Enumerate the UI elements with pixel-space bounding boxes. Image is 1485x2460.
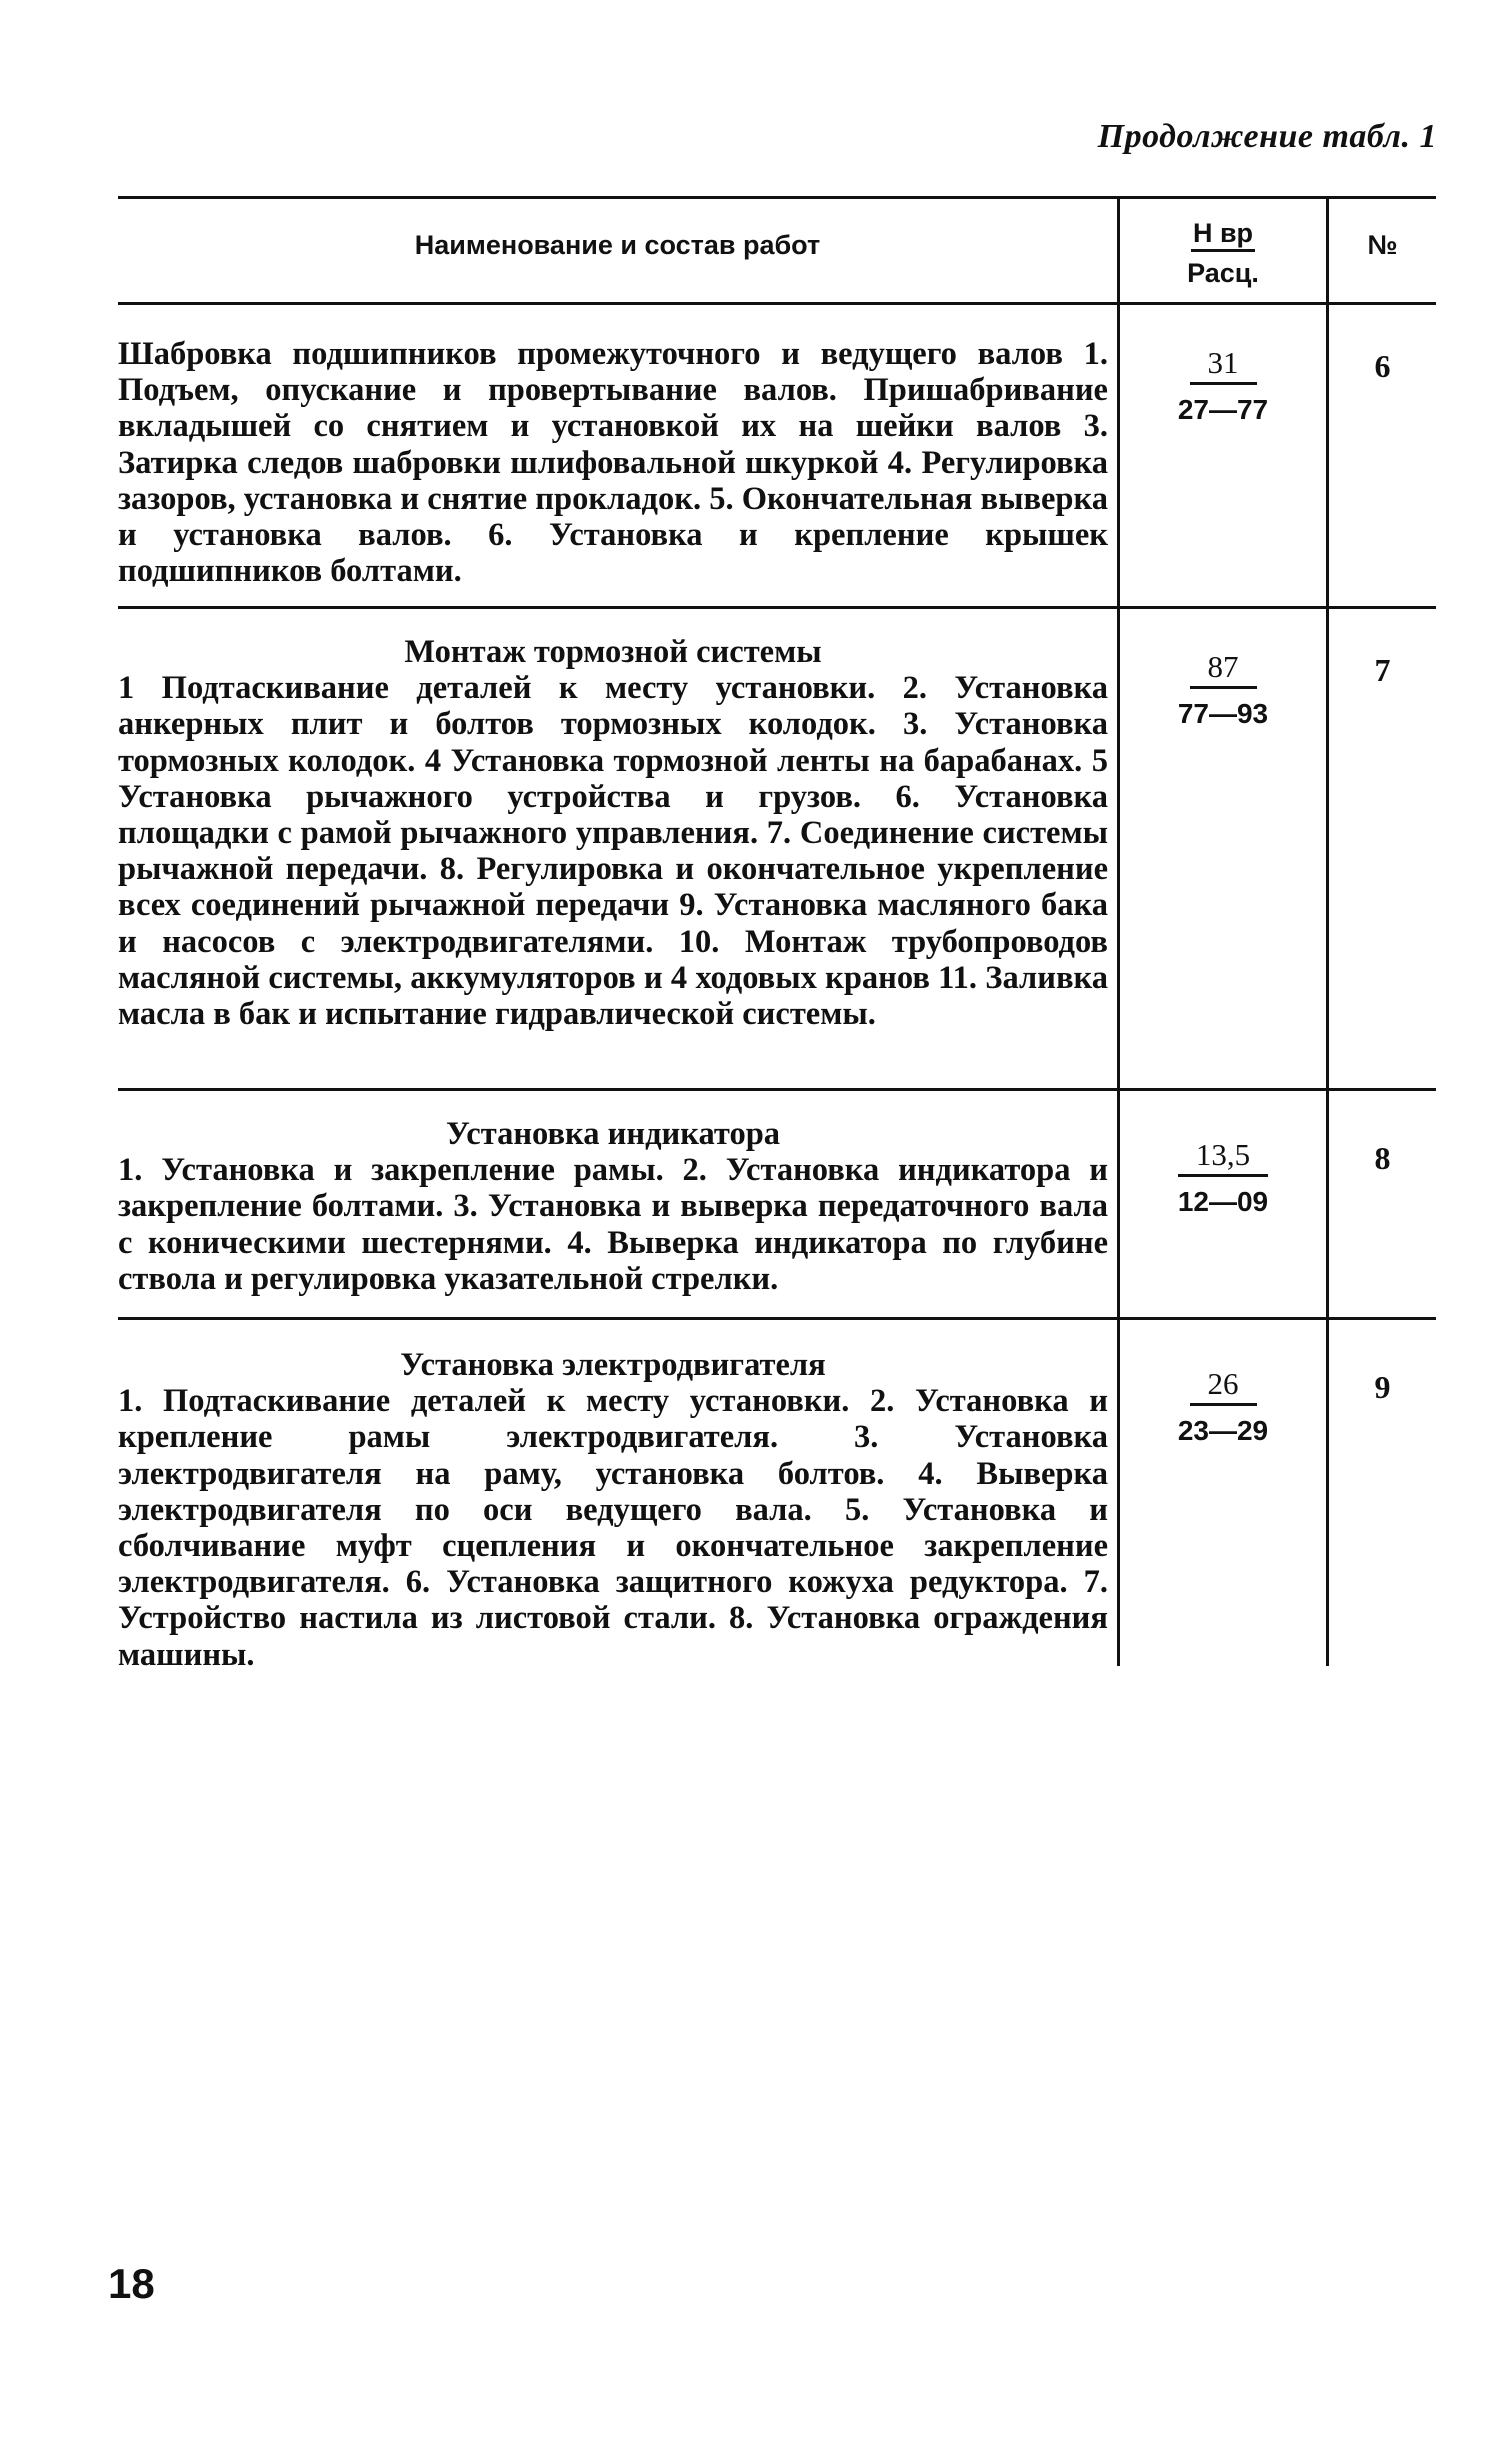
header-norm <box>1120 218 1326 288</box>
norm-rate: 77—93 <box>1177 698 1269 729</box>
norm-cell <box>1120 346 1326 427</box>
row-separator <box>118 606 1436 609</box>
work-description <box>118 1116 1108 1297</box>
work-description <box>118 1347 1108 1673</box>
norm-cell <box>1120 1138 1326 1219</box>
work-description <box>118 634 1108 1032</box>
row-number: 6 <box>1374 348 1391 384</box>
work-text: 1. Подтаскивание деталей к месту установки. 2. Установка и крепление рамы электродвигателя. 3. Установка электродвигателя на раму, установка болтов. 4. Выверка электродвигателя по оси ведущего вала. 5. Установка и сболчивание муфт сцепления и окончательное закрепление электродвигателя. 6. Установка защитного кожуха редуктора. 7. Устройство настила из листовой стали. 8. Установка ограждения машины. <box>118 1383 1108 1673</box>
norm-rate: 23—29 <box>1177 1415 1269 1446</box>
work-description <box>118 336 1108 589</box>
row-separator <box>118 1088 1436 1091</box>
header-norm-time: Н вр <box>1191 218 1255 252</box>
row-separator <box>118 1317 1436 1320</box>
norm-cell <box>1120 1367 1326 1448</box>
work-title: Установка электродвигателя <box>400 1347 826 1383</box>
row-number: 8 <box>1374 1140 1391 1176</box>
norm-rate: 27—77 <box>1177 394 1269 425</box>
work-text: 1. Установка и закрепление рамы. 2. Установка индикатора и закрепление болтами. 3. Установка и выверка передаточного вала с коническими шестернями. 4. Выверка индикатора по глубине ствола и регулировка указательной стрелки. <box>118 1152 1108 1297</box>
table-top-rule <box>118 196 1436 199</box>
work-text: Шабровка подшипников промежуточного и ведущего валов 1. Подъем, опускание и провертывание валов. Пришабривание вкладышей со снятием и установкой их на шейки валов 3. Затирка следов шабровки шлифовальной шкуркой 4. Регулировка зазоров, установка и снятие прокладок. 5. Окончательная выверка и установка валов. 6. Установка и крепление крышек подшипников болтами. <box>118 336 1108 590</box>
norm-time: 26 <box>1190 1367 1257 1406</box>
work-title: Установка индикатора <box>445 1116 781 1152</box>
work-title: Монтаж тормозной системы <box>404 634 822 670</box>
header-work-name: Наименование и состав работ <box>414 230 821 260</box>
work-text: 1 Подтаскивание деталей к месту установки. 2. Установка анкерных плит и болтов тормозных колодок. 3. Установка тормозных колодок. 4 Установка тормозной ленты на барабанах. 5 Установка рычажного устройства и грузов. 6. Установка площадки с рамой рычажного управления. 7. Соединение системы рычажной передачи. 8. Регулировка и окончательное укрепление всех соединений рычажной передачи 9. Установка масляного бака и насосов с электродвигателями. 10. Монтаж трубопроводов масляной системы, аккумуляторов и 4 ходовых кранов 11. Заливка масла в бак и испытание гидравлической системы. <box>118 670 1108 1033</box>
table-continuation-label: Продолжение табл. 1 <box>1097 118 1437 155</box>
column-divider-number <box>1326 196 1329 1666</box>
header-number: № <box>1367 230 1398 260</box>
norm-cell <box>1120 650 1326 731</box>
norm-time: 31 <box>1190 346 1257 385</box>
row-number: 9 <box>1374 1369 1391 1405</box>
norm-time: 13,5 <box>1178 1138 1268 1177</box>
header-norm-rate: Расц. <box>1187 258 1259 288</box>
header-bottom-rule <box>118 302 1436 305</box>
norm-time: 87 <box>1190 650 1257 689</box>
row-number: 7 <box>1374 652 1391 688</box>
page-number: 18 <box>108 2260 155 2307</box>
norm-rate: 12—09 <box>1177 1186 1269 1217</box>
